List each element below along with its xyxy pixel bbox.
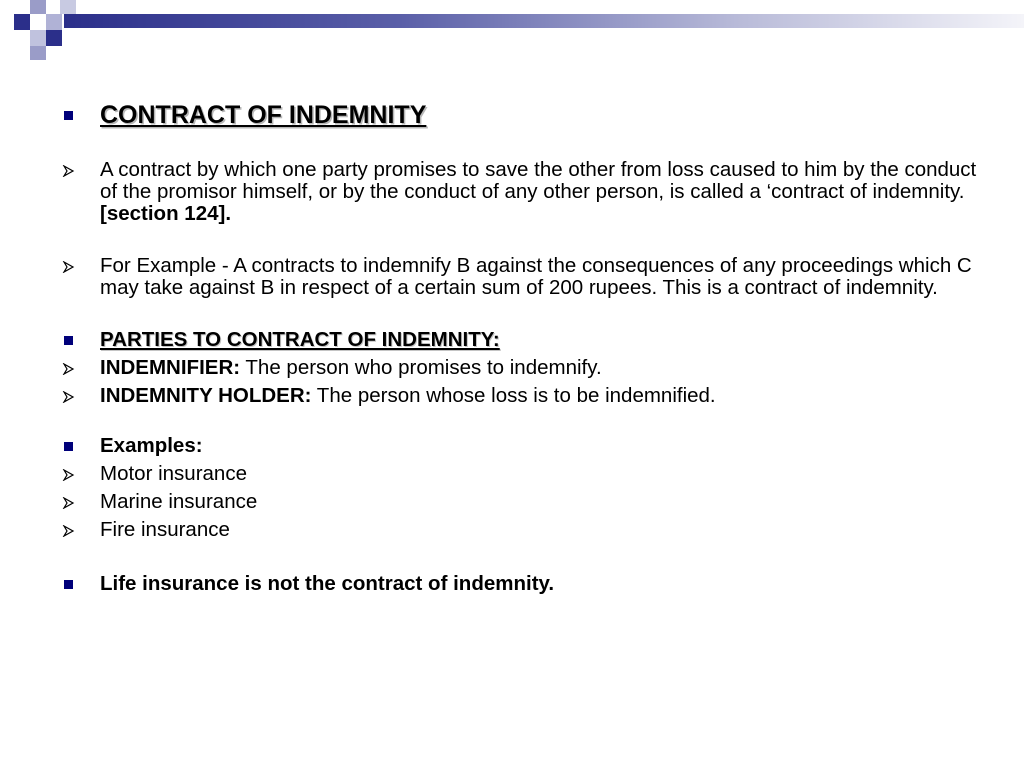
parties-heading: PARTIES TO CONTRACT OF INDEMNITY: xyxy=(100,328,500,351)
party-description: The person who promises to indemnify. xyxy=(240,356,602,379)
arrow-bullet-icon xyxy=(62,525,76,537)
party-term: INDEMNITY HOLDER: xyxy=(100,384,312,407)
party-item xyxy=(60,385,980,407)
definition-text: A contract by which one party promises to save the other from loss caused to him by the conduct of the promisor himself, or by the conduct of any other person, is called a ‘contract of indemnity. xyxy=(100,158,977,203)
decor-square xyxy=(14,14,30,30)
parties-heading-row xyxy=(60,329,980,351)
decor-square xyxy=(30,46,46,60)
decor-square xyxy=(46,14,62,30)
note-text: Life insurance is not the contract of indemnity. xyxy=(100,572,555,595)
example-list-item xyxy=(60,491,980,513)
party-term: INDEMNIFIER: xyxy=(100,356,241,379)
decor-square xyxy=(60,0,76,14)
slide-body xyxy=(60,94,980,595)
decor-square xyxy=(30,30,46,46)
section-reference: [section 124]. xyxy=(100,202,232,225)
arrow-bullet-icon xyxy=(62,497,76,509)
example-list-item xyxy=(60,463,980,485)
party-item xyxy=(60,357,980,379)
square-bullet-icon xyxy=(64,111,73,120)
party-description: The person whose loss is to be indemnified. xyxy=(311,384,716,407)
square-bullet-icon xyxy=(64,580,73,589)
example-list-text: Fire insurance xyxy=(100,518,230,541)
slide-title: CONTRACT OF INDEMNITY xyxy=(100,101,427,129)
decor-square xyxy=(30,0,46,14)
example-list-text: Motor insurance xyxy=(100,462,247,485)
note-row xyxy=(60,573,980,595)
square-bullet-icon xyxy=(64,442,73,451)
title-row xyxy=(60,100,980,130)
example-list-text: Marine insurance xyxy=(100,490,258,513)
arrow-bullet-icon xyxy=(62,469,76,481)
arrow-bullet-icon xyxy=(62,363,76,375)
example-list-item xyxy=(60,519,980,541)
header-gradient-bar xyxy=(64,14,1024,28)
example-text: For Example - A contracts to indemnify B against the consequences of any proceedings which C may take against B in respect of a certain sum of 200 rupees. This is a contract of indemnity. xyxy=(100,254,972,299)
example-item xyxy=(60,255,980,299)
arrow-bullet-icon xyxy=(62,165,76,177)
examples-heading-row xyxy=(60,435,980,457)
square-bullet-icon xyxy=(64,336,73,345)
definition-item xyxy=(60,159,980,225)
decor-square xyxy=(46,30,62,46)
examples-heading: Examples: xyxy=(100,434,203,457)
header-decoration xyxy=(0,0,1024,70)
arrow-bullet-icon xyxy=(62,391,76,403)
arrow-bullet-icon xyxy=(62,261,76,273)
